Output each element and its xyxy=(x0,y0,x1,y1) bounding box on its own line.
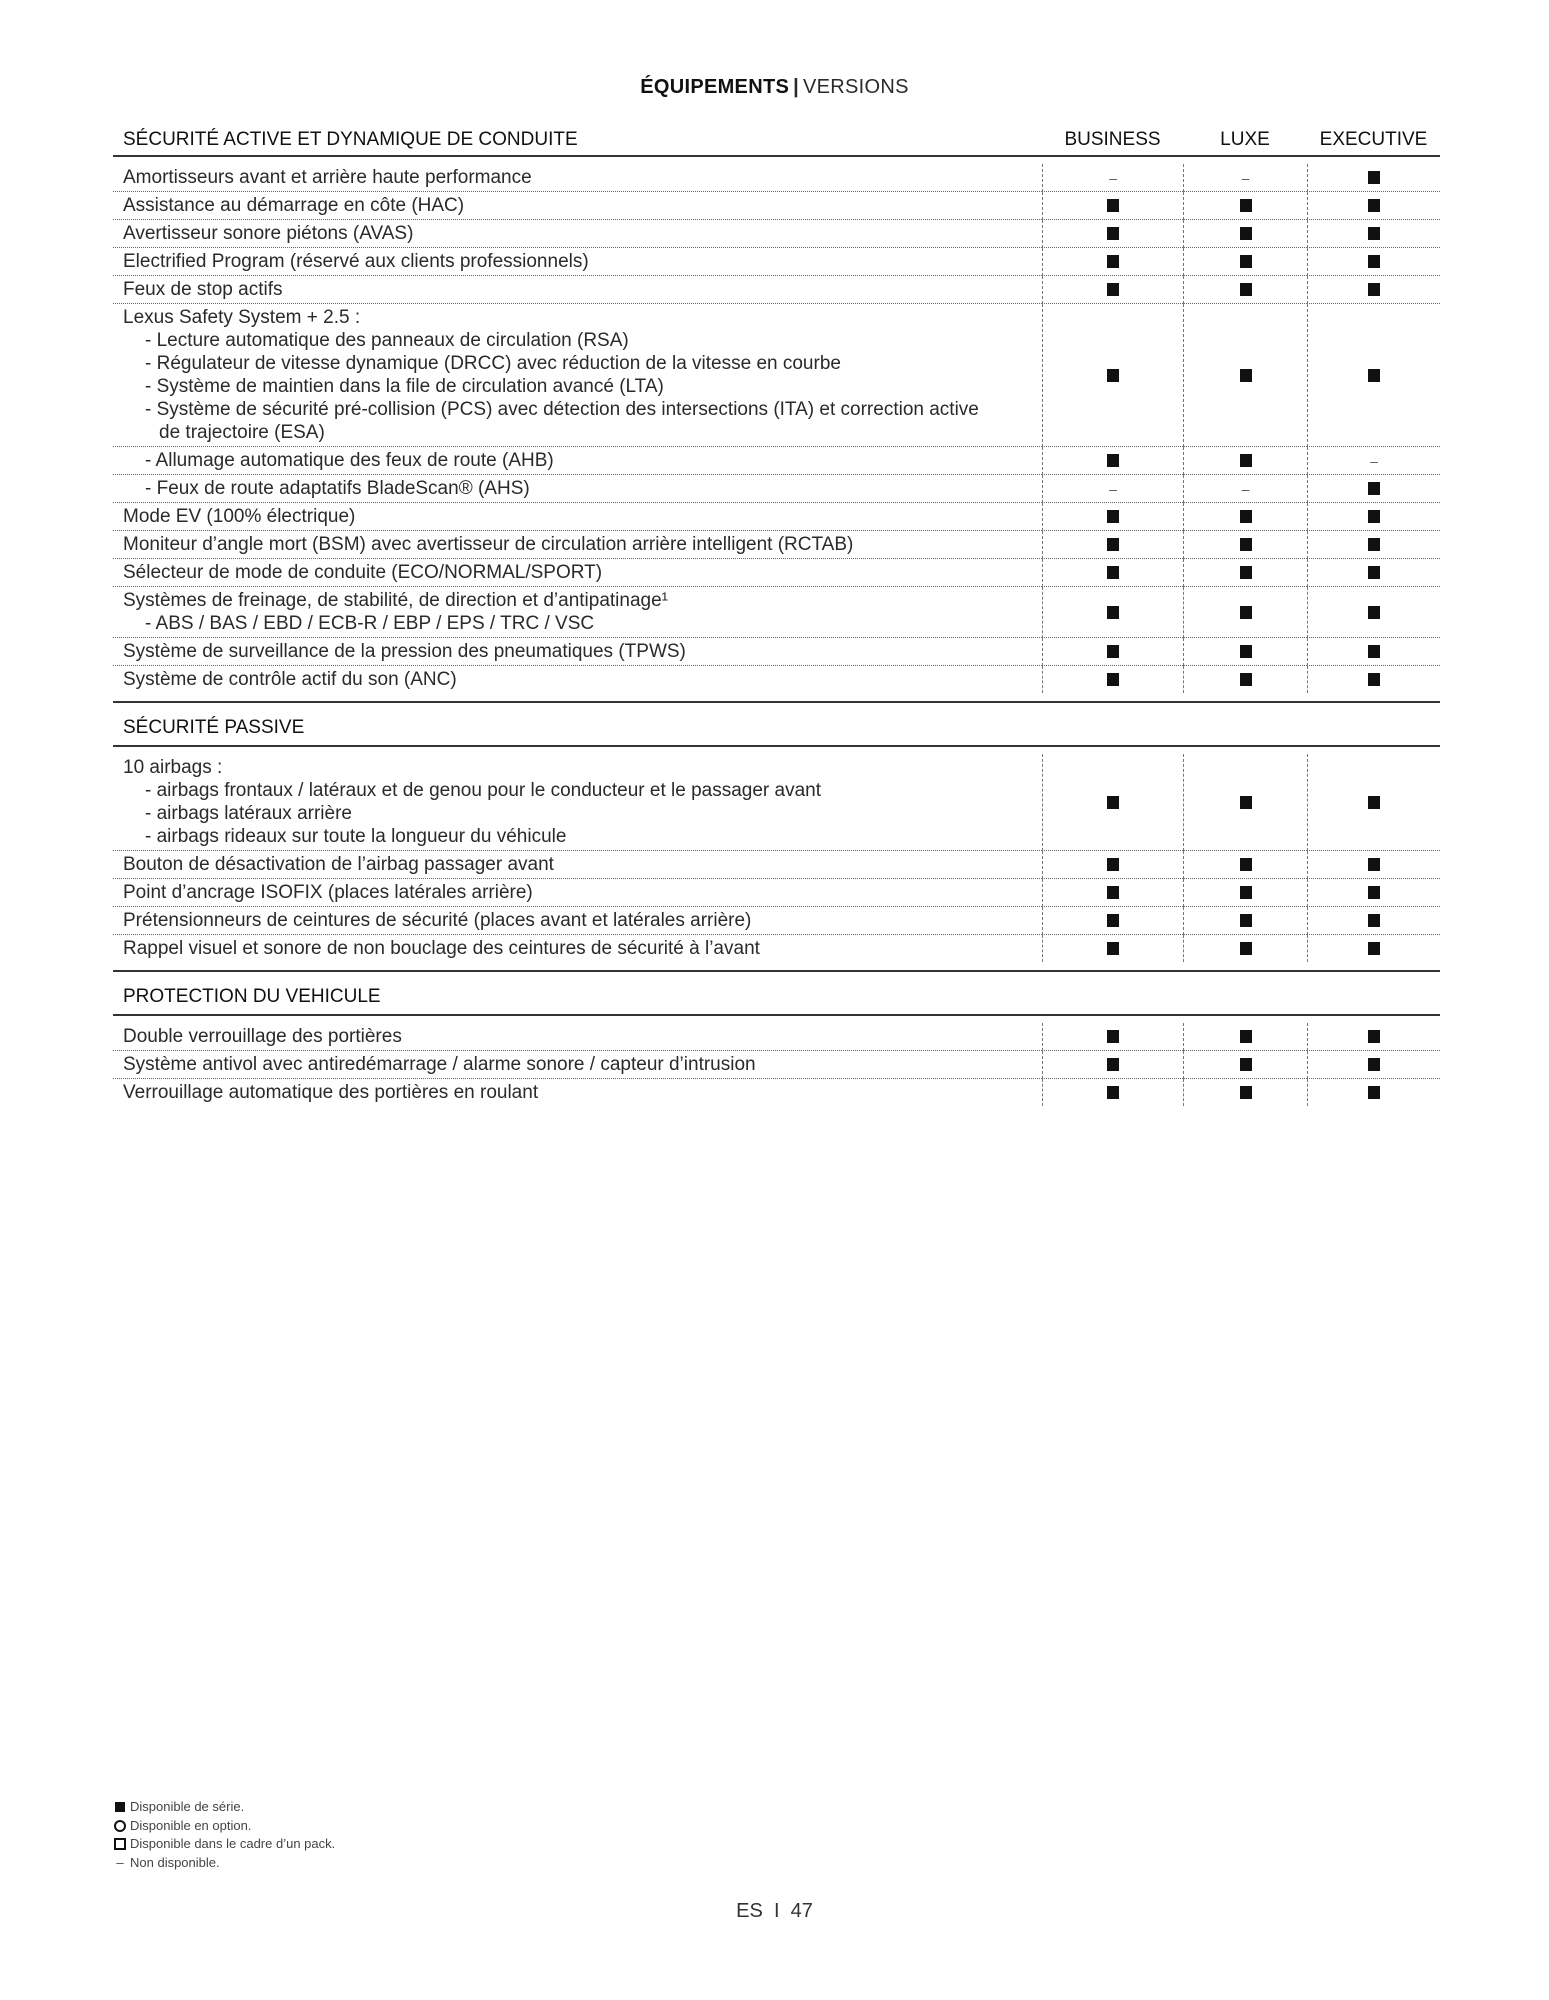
standard-square-icon xyxy=(1240,454,1252,467)
feature-label: Système de surveillance de la pression des pneumatiques (TPWS) xyxy=(123,641,686,662)
standard-square-icon xyxy=(1107,796,1119,809)
standard-square-icon xyxy=(1107,1058,1119,1071)
legend-item xyxy=(113,1817,335,1836)
standard-square-icon xyxy=(1368,886,1380,899)
section-1 xyxy=(113,701,1440,962)
availability-cell-executive xyxy=(1307,304,1440,447)
standard-square-icon xyxy=(1107,914,1119,927)
table-row xyxy=(113,531,1440,559)
availability-cell-executive xyxy=(1307,475,1440,503)
standard-square-icon xyxy=(1107,858,1119,871)
page-separator: I xyxy=(773,1900,780,1922)
std-symbol xyxy=(115,1802,125,1812)
std-legend-icon xyxy=(113,1802,127,1812)
availability-cell-executive xyxy=(1307,531,1440,559)
standard-square-icon xyxy=(1240,227,1252,240)
opt-legend-icon xyxy=(113,1820,127,1832)
availability-cell-business xyxy=(1042,248,1183,276)
feature-cell xyxy=(113,304,1042,447)
legend-item xyxy=(113,1854,335,1873)
availability-cell-luxe xyxy=(1183,559,1307,587)
feature-cell xyxy=(113,1023,1042,1051)
standard-square-icon xyxy=(1240,858,1252,871)
standard-square-icon xyxy=(1368,914,1380,927)
standard-square-icon xyxy=(1240,886,1252,899)
availability-cell-luxe xyxy=(1183,587,1307,638)
section-header xyxy=(113,118,1440,157)
not-available-dash: – xyxy=(1241,169,1250,186)
availability-cell-business xyxy=(1042,531,1183,559)
availability-cell-business xyxy=(1042,192,1183,220)
model-name: ES xyxy=(736,1900,763,1922)
feature-cell xyxy=(113,248,1042,276)
standard-square-icon xyxy=(1368,796,1380,809)
availability-cell-business xyxy=(1042,851,1183,879)
standard-square-icon xyxy=(1107,1086,1119,1099)
availability-cell-executive xyxy=(1307,559,1440,587)
legend-text: Disponible dans le cadre d’un pack. xyxy=(130,1836,336,1851)
column-header-business: BUSINESS xyxy=(1064,129,1161,150)
availability-cell-business xyxy=(1042,1051,1183,1079)
section-title: PROTECTION DU VEHICULE xyxy=(123,986,381,1007)
feature-label: Système de contrôle actif du son (ANC) xyxy=(123,669,457,690)
feature-cell xyxy=(113,587,1042,638)
table-row xyxy=(113,754,1440,851)
availability-cell-business xyxy=(1042,754,1183,851)
availability-cell-executive xyxy=(1307,1051,1440,1079)
standard-square-icon xyxy=(1107,566,1119,579)
section-rows xyxy=(113,157,1440,693)
feature-sub-item: - Système de maintien dans la file de circulation avancé (LTA) xyxy=(145,376,664,397)
availability-cell-business xyxy=(1042,666,1183,693)
feature-label: Feux de stop actifs xyxy=(123,279,283,300)
feature-cell xyxy=(113,531,1042,559)
feature-sub-item: - airbags frontaux / latéraux et de genou pour le conducteur et le passager avant xyxy=(145,780,821,801)
table-row xyxy=(113,164,1440,192)
availability-cell-executive xyxy=(1307,1079,1440,1106)
feature-sub-item: - Système de sécurité pré-collision (PCS) avec détection des intersections (ITA) et correction active xyxy=(145,399,979,420)
page-title xyxy=(0,76,1549,99)
standard-square-icon xyxy=(1240,1058,1252,1071)
table-row xyxy=(113,248,1440,276)
availability-cell-luxe xyxy=(1183,531,1307,559)
standard-square-icon xyxy=(1368,482,1380,495)
feature-cell xyxy=(113,276,1042,304)
standard-square-icon xyxy=(1240,255,1252,268)
feature-cell xyxy=(113,192,1042,220)
standard-square-icon xyxy=(1240,673,1252,686)
availability-cell-executive xyxy=(1307,851,1440,879)
standard-square-icon xyxy=(1368,566,1380,579)
table-row xyxy=(113,220,1440,248)
page-num: 47 xyxy=(790,1900,813,1922)
table-row xyxy=(113,1079,1440,1106)
feature-sub-item: - ABS / BAS / EBD / ECB-R / EBP / EPS / TRC / VSC xyxy=(145,613,595,634)
feature-cell xyxy=(113,907,1042,935)
availability-cell-executive xyxy=(1307,879,1440,907)
feature-label: Systèmes de freinage, de stabilité, de direction et d’antipatinage¹ xyxy=(123,590,668,611)
table-row xyxy=(113,192,1440,220)
availability-cell-business xyxy=(1042,907,1183,935)
section-rows xyxy=(113,747,1440,962)
title-equipements: ÉQUIPEMENTS xyxy=(640,76,790,98)
not-available-dash: – xyxy=(1109,169,1117,186)
availability-cell-business xyxy=(1042,879,1183,907)
legend-item xyxy=(113,1835,335,1854)
availability-cell-executive xyxy=(1307,447,1440,475)
standard-square-icon xyxy=(1107,227,1119,240)
table-row xyxy=(113,447,1440,475)
table-row xyxy=(113,276,1440,304)
standard-square-icon xyxy=(1107,1030,1119,1043)
feature-label: Rappel visuel et sonore de non bouclage des ceintures de sécurité à l’avant xyxy=(123,938,760,959)
title-separator: | xyxy=(793,76,800,98)
standard-square-icon xyxy=(1368,1030,1380,1043)
column-header-executive: EXECUTIVE xyxy=(1319,129,1428,150)
feature-sub-item: - Régulateur de vitesse dynamique (DRCC) avec réduction de la vitesse en courbe xyxy=(145,353,841,374)
feature-label: - Feux de route adaptatifs BladeScan® (AHS) xyxy=(145,478,530,499)
standard-square-icon xyxy=(1368,538,1380,551)
feature-label: Sélecteur de mode de conduite (ECO/NORMAL/SPORT) xyxy=(123,562,603,583)
table-row xyxy=(113,638,1440,666)
availability-cell-business xyxy=(1042,475,1183,503)
section-header xyxy=(113,972,1440,1016)
availability-cell-executive xyxy=(1307,220,1440,248)
feature-sub-item: - Lecture automatique des panneaux de circulation (RSA) xyxy=(145,330,629,351)
feature-sub-item: - airbags latéraux arrière xyxy=(145,803,352,824)
standard-square-icon xyxy=(1240,796,1252,809)
standard-square-icon xyxy=(1240,566,1252,579)
feature-label: Double verrouillage des portières xyxy=(123,1026,402,1047)
standard-square-icon xyxy=(1240,369,1252,382)
standard-square-icon xyxy=(1368,1058,1380,1071)
section-title: SÉCURITÉ PASSIVE xyxy=(123,717,305,738)
equipment-table xyxy=(113,118,1440,1114)
availability-cell-luxe xyxy=(1183,220,1307,248)
table-row xyxy=(113,559,1440,587)
legend-text: Disponible en option. xyxy=(130,1817,252,1833)
availability-cell-executive xyxy=(1307,164,1440,192)
feature-cell xyxy=(113,935,1042,962)
standard-square-icon xyxy=(1240,199,1252,212)
standard-square-icon xyxy=(1107,606,1119,619)
standard-square-icon xyxy=(1368,1086,1380,1099)
feature-label: Lexus Safety System + 2.5 : xyxy=(123,307,361,328)
availability-cell-luxe xyxy=(1183,1023,1307,1051)
feature-cell xyxy=(113,164,1042,192)
opt-symbol xyxy=(114,1820,126,1832)
title-versions: VERSIONS xyxy=(803,76,909,98)
standard-square-icon xyxy=(1240,914,1252,927)
availability-cell-executive xyxy=(1307,935,1440,962)
availability-cell-executive xyxy=(1307,276,1440,304)
availability-cell-luxe xyxy=(1183,851,1307,879)
feature-label: Amortisseurs avant et arrière haute performance xyxy=(123,167,532,188)
standard-square-icon xyxy=(1368,199,1380,212)
standard-square-icon xyxy=(1368,510,1380,523)
availability-cell-executive xyxy=(1307,1023,1440,1051)
standard-square-icon xyxy=(1368,673,1380,686)
availability-cell-executive xyxy=(1307,248,1440,276)
feature-label: Mode EV (100% électrique) xyxy=(123,506,356,527)
standard-square-icon xyxy=(1368,171,1380,184)
feature-label: Assistance au démarrage en côte (HAC) xyxy=(123,195,465,216)
standard-square-icon xyxy=(1107,454,1119,467)
availability-cell-luxe xyxy=(1183,907,1307,935)
standard-square-icon xyxy=(1240,645,1252,658)
feature-label: Bouton de désactivation de l’airbag passager avant xyxy=(123,854,554,875)
table-row xyxy=(113,475,1440,503)
availability-cell-business xyxy=(1042,638,1183,666)
legend-text: Disponible de série. xyxy=(130,1799,245,1814)
standard-square-icon xyxy=(1368,858,1380,871)
feature-cell xyxy=(113,1051,1042,1079)
feature-cell xyxy=(113,447,1042,475)
standard-square-icon xyxy=(1368,255,1380,268)
availability-cell-business xyxy=(1042,304,1183,447)
legend xyxy=(113,1798,335,1872)
pack-symbol xyxy=(114,1838,126,1850)
feature-label: Verrouillage automatique des portières en roulant xyxy=(123,1082,539,1103)
availability-cell-executive xyxy=(1307,754,1440,851)
standard-square-icon xyxy=(1107,942,1119,955)
availability-cell-executive xyxy=(1307,192,1440,220)
availability-cell-luxe xyxy=(1183,879,1307,907)
availability-cell-luxe xyxy=(1183,475,1307,503)
availability-cell-business xyxy=(1042,559,1183,587)
feature-cell xyxy=(113,879,1042,907)
standard-square-icon xyxy=(1107,283,1119,296)
na-legend-icon: – xyxy=(116,1854,124,1870)
feature-label: Avertisseur sonore piétons (AVAS) xyxy=(123,223,414,244)
page-number xyxy=(0,1900,1549,1923)
section-2 xyxy=(113,970,1440,1106)
availability-cell-luxe xyxy=(1183,304,1307,447)
table-row xyxy=(113,851,1440,879)
availability-cell-luxe xyxy=(1183,164,1307,192)
availability-cell-business xyxy=(1042,935,1183,962)
feature-cell xyxy=(113,666,1042,693)
standard-square-icon xyxy=(1240,283,1252,296)
standard-square-icon xyxy=(1107,199,1119,212)
feature-cell xyxy=(113,638,1042,666)
standard-square-icon xyxy=(1240,538,1252,551)
availability-cell-executive xyxy=(1307,587,1440,638)
standard-square-icon xyxy=(1107,673,1119,686)
availability-cell-luxe xyxy=(1183,248,1307,276)
availability-cell-business xyxy=(1042,447,1183,475)
feature-cell xyxy=(113,559,1042,587)
feature-label: Système antivol avec antiredémarrage / alarme sonore / capteur d’intrusion xyxy=(123,1054,756,1075)
not-available-dash: – xyxy=(1241,480,1250,497)
feature-cell xyxy=(113,851,1042,879)
section-0 xyxy=(113,118,1440,693)
availability-cell-executive xyxy=(1307,503,1440,531)
availability-cell-luxe xyxy=(1183,754,1307,851)
feature-label: Point d’ancrage ISOFIX (places latérales arrière) xyxy=(123,882,533,903)
availability-cell-luxe xyxy=(1183,503,1307,531)
availability-cell-business xyxy=(1042,164,1183,192)
availability-cell-luxe xyxy=(1183,1051,1307,1079)
section-title: SÉCURITÉ ACTIVE ET DYNAMIQUE DE CONDUITE xyxy=(123,129,578,150)
availability-cell-business xyxy=(1042,503,1183,531)
availability-cell-luxe xyxy=(1183,192,1307,220)
availability-cell-business xyxy=(1042,587,1183,638)
table-row xyxy=(113,1051,1440,1079)
standard-square-icon xyxy=(1240,1086,1252,1099)
standard-square-icon xyxy=(1107,255,1119,268)
standard-square-icon xyxy=(1368,606,1380,619)
feature-label: Moniteur d’angle mort (BSM) avec avertisseur de circulation arrière intelligent (RCTAB) xyxy=(123,534,854,555)
standard-square-icon xyxy=(1107,645,1119,658)
availability-cell-luxe xyxy=(1183,935,1307,962)
standard-square-icon xyxy=(1107,538,1119,551)
section-rows xyxy=(113,1016,1440,1106)
standard-square-icon xyxy=(1240,606,1252,619)
not-available-dash: – xyxy=(1370,452,1378,469)
feature-cell xyxy=(113,475,1042,503)
table-row xyxy=(113,304,1440,447)
column-header-luxe: LUXE xyxy=(1220,129,1270,150)
feature-cell xyxy=(113,1079,1042,1106)
not-available-dash: – xyxy=(1109,480,1117,497)
availability-cell-luxe xyxy=(1183,666,1307,693)
feature-sub-item: de trajectoire (ESA) xyxy=(159,422,325,443)
standard-square-icon xyxy=(1240,510,1252,523)
feature-label: Electrified Program (réservé aux clients professionnels) xyxy=(123,251,589,272)
feature-label: 10 airbags : xyxy=(123,757,223,778)
feature-sub-item: - airbags rideaux sur toute la longueur du véhicule xyxy=(145,826,567,847)
standard-square-icon xyxy=(1368,942,1380,955)
feature-cell xyxy=(113,220,1042,248)
table-row xyxy=(113,879,1440,907)
availability-cell-executive xyxy=(1307,907,1440,935)
table-row xyxy=(113,1023,1440,1051)
legend-item xyxy=(113,1798,335,1817)
standard-square-icon xyxy=(1240,1030,1252,1043)
table-row xyxy=(113,587,1440,638)
feature-cell xyxy=(113,503,1042,531)
standard-square-icon xyxy=(1368,369,1380,382)
availability-cell-executive xyxy=(1307,638,1440,666)
section-header xyxy=(113,703,1440,747)
availability-cell-business xyxy=(1042,1079,1183,1106)
table-row xyxy=(113,907,1440,935)
feature-label: Prétensionneurs de ceintures de sécurité (places avant et latérales arrière) xyxy=(123,910,752,931)
table-row xyxy=(113,666,1440,693)
availability-cell-luxe xyxy=(1183,1079,1307,1106)
availability-cell-luxe xyxy=(1183,447,1307,475)
feature-label: - Allumage automatique des feux de route (AHB) xyxy=(145,450,554,471)
legend-text: Non disponible. xyxy=(130,1854,220,1870)
standard-square-icon xyxy=(1368,227,1380,240)
standard-square-icon xyxy=(1368,645,1380,658)
availability-cell-business xyxy=(1042,1023,1183,1051)
standard-square-icon xyxy=(1107,369,1119,382)
table-row xyxy=(113,503,1440,531)
pack-legend-icon xyxy=(113,1838,127,1850)
availability-cell-business xyxy=(1042,220,1183,248)
standard-square-icon xyxy=(1107,886,1119,899)
standard-square-icon xyxy=(1368,283,1380,296)
availability-cell-luxe xyxy=(1183,638,1307,666)
availability-cell-business xyxy=(1042,276,1183,304)
availability-cell-executive xyxy=(1307,666,1440,693)
table-row xyxy=(113,935,1440,962)
availability-cell-luxe xyxy=(1183,276,1307,304)
standard-square-icon xyxy=(1107,510,1119,523)
feature-cell xyxy=(113,754,1042,851)
standard-square-icon xyxy=(1240,942,1252,955)
